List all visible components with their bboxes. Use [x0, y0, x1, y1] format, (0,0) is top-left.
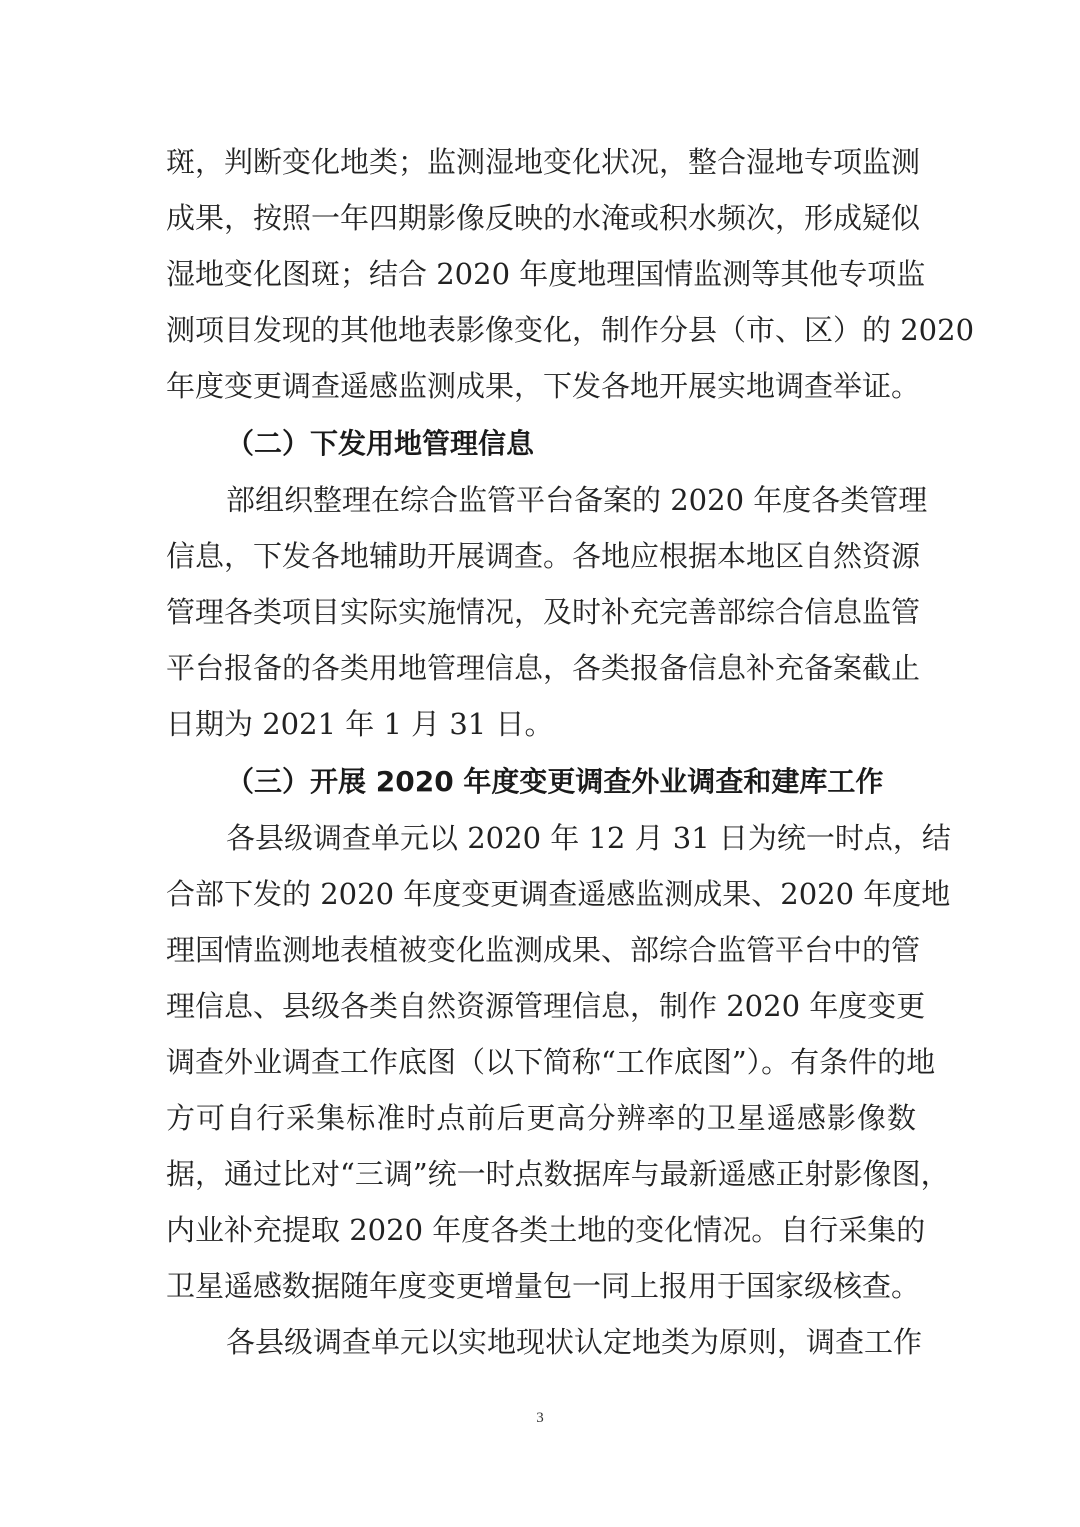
paragraph-line: 斑，判断变化地类；监测湿地变化状况，整合湿地专项监测 — [166, 145, 921, 179]
paragraph-line: 信息，下发各地辅助开展调查。各地应根据本地区自然资源 — [166, 539, 921, 573]
paragraph-line: 合部下发的 2020 年度变更调查遥感监测成果、2020 年度地 — [166, 877, 951, 911]
paragraph-line: 年度变更调查遥感监测成果，下发各地开展实地调查举证。 — [166, 369, 921, 403]
page-number: 3 — [536, 1410, 544, 1426]
paragraph-line: 部组织整理在综合监管平台备案的 2020 年度各类管理 — [226, 483, 928, 517]
section-heading-2: （二）下发用地管理信息 — [226, 427, 535, 460]
paragraph-line: 理国情监测地表植被变化监测成果、部综合监管平台中的管 — [166, 933, 921, 967]
paragraph-line: 平台报备的各类用地管理信息，各类报备信息补充备案截止 — [166, 651, 921, 685]
paragraph-line: 理信息、县级各类自然资源管理信息，制作 2020 年度变更 — [166, 989, 926, 1023]
paragraph-line: 日期为 2021 年 1 月 31 日。 — [166, 707, 554, 741]
paragraph-line: 各县级调查单元以实地现状认定地类为原则，调查工作 — [226, 1325, 923, 1359]
paragraph-line: 内业补充提取 2020 年度各类土地的变化情况。自行采集的 — [166, 1213, 926, 1247]
paragraph-line: 调查外业调查工作底图（以下简称“工作底图”）。有条件的地 — [166, 1045, 936, 1079]
paragraph-line: 管理各类项目实际实施情况，及时补充完善部综合信息监管 — [166, 595, 921, 629]
paragraph-line: 成果，按照一年四期影像反映的水淹或积水频次，形成疑似 — [166, 201, 921, 235]
paragraph-line: 各县级调查单元以 2020 年 12 月 31 日为统一时点，结 — [226, 821, 951, 855]
paragraph-line: 据，通过比对“三调”统一时点数据库与最新遥感正射影像图， — [166, 1157, 950, 1191]
paragraph-line: 卫星遥感数据随年度变更增量包一同上报用于国家级核查。 — [166, 1269, 921, 1303]
paragraph-line: 方可自行采集标准时点前后更高分辨率的卫星遥感影像数 — [166, 1101, 916, 1135]
paragraph-line: 湿地变化图斑；结合 2020 年度地理国情监测等其他专项监 — [166, 257, 926, 291]
paragraph-line: 测项目发现的其他地表影像变化，制作分县（市、区）的 2020 — [166, 313, 975, 347]
section-heading-3: （三）开展 2020 年度变更调查外业调查和建库工作 — [226, 765, 884, 798]
